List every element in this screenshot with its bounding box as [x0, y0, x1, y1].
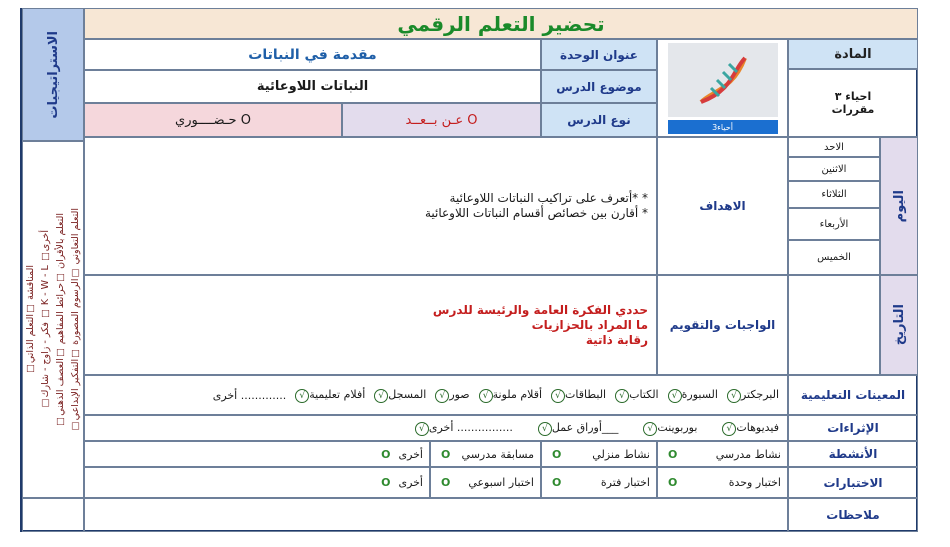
- aid-films[interactable]: √ أفلام تعليمية: [292, 388, 365, 403]
- lesson-value: النباتات اللاوعائية: [256, 79, 369, 94]
- strategies-empty: [22, 498, 84, 532]
- subject-label-cell: المادة: [788, 39, 918, 69]
- activities-label-cell: الأنشطة: [788, 441, 918, 467]
- lesson-type-remote[interactable]: عـن بــعــد O: [342, 103, 541, 137]
- date-label-cell: التاريخ: [880, 275, 918, 375]
- unit-label-cell: عنوان الوحدة: [541, 39, 657, 70]
- aids-label-cell: المعينات التعليمية: [788, 375, 918, 415]
- enrichment-label-cell: الإثراءات: [788, 415, 918, 441]
- date-value-cell[interactable]: [788, 275, 880, 375]
- objectives-content[interactable]: [84, 137, 657, 275]
- activity-home[interactable]: نشاط منزلي O: [541, 441, 657, 467]
- lesson-type-inperson[interactable]: حـضــــوري O: [84, 103, 342, 137]
- aid-colored-pens[interactable]: √ أقلام ملونة: [476, 388, 542, 403]
- notes-label-cell: ملاحظات: [788, 498, 918, 532]
- objectives-label-cell: الاهداف: [657, 137, 788, 275]
- day-label-cell: اليوم: [880, 137, 918, 275]
- homework-content[interactable]: [84, 275, 657, 375]
- strategies-list: [22, 141, 84, 498]
- notes-content[interactable]: [84, 498, 788, 532]
- test-term[interactable]: اختبار فترة O: [541, 467, 657, 498]
- subject-value-line2: مقررات: [831, 103, 875, 116]
- test-other[interactable]: أخرى O: [84, 467, 430, 498]
- enrichment-videos[interactable]: √ فيديوهات: [719, 421, 779, 436]
- lesson-label-cell: موضوع الدرس: [541, 70, 657, 103]
- activity-school[interactable]: نشاط مدرسي O: [657, 441, 788, 467]
- aid-pictures[interactable]: √ صور: [432, 388, 469, 403]
- strategies-col-2: □التعلم بالأقران □حرائط المفاهيم □العصف الذهني: [55, 212, 66, 427]
- objective-1: * *أتعرف على تراكيب النباتات اللاوعائية: [449, 191, 648, 205]
- day-item-5[interactable]: الخميس: [788, 240, 880, 275]
- test-weekly[interactable]: اختبار اسبوعي O: [430, 467, 541, 498]
- strategies-col-4: □المناقشة □التعلم الذاتي: [25, 264, 36, 375]
- homework-label-cell: الواجبات والتقويم: [657, 275, 788, 375]
- objective-2: * أقارن بين خصائص أقسام النباتات اللاوعائية: [424, 206, 648, 220]
- aids-content: [84, 375, 788, 415]
- aid-book[interactable]: √ الكتاب: [612, 388, 659, 403]
- strategies-col-3: □فكر - زاوج - شارك □ K - W - L □أخرى: [40, 230, 51, 409]
- activity-other[interactable]: أخرى O: [84, 441, 430, 467]
- strategies-label: الاستراتيجيات: [22, 8, 84, 141]
- subject-value-cell: [788, 69, 918, 137]
- day-item-3[interactable]: الثلاثاء: [788, 181, 880, 208]
- header-title-bar: [84, 8, 918, 39]
- page-title: تحضير التعلم الرقمي: [397, 11, 605, 36]
- subject-image-caption: أحياء3: [668, 120, 778, 134]
- strategies-col-1: □التعلم التعاوني □الرسوم المصورة □التفكير الإبداعي: [70, 207, 81, 432]
- dna-image: [668, 43, 778, 117]
- homework-line-1: حددي الفكرة العامة والرئيسة للدرس: [432, 302, 648, 317]
- day-item-4[interactable]: الأربعاء: [788, 208, 880, 240]
- subject-image-cell: [657, 39, 788, 137]
- aid-cards[interactable]: √ البطاقات: [548, 388, 606, 403]
- aid-projector[interactable]: √ البرجكتر: [724, 388, 779, 403]
- unit-value-cell: [84, 39, 541, 70]
- day-item-2[interactable]: الاثنين: [788, 157, 880, 181]
- lesson-type-label-cell: نوع الدرس: [541, 103, 657, 137]
- enrichment-content: [84, 415, 788, 441]
- homework-line-3: رقابة ذاتية: [585, 332, 648, 347]
- subject-value-line1: احياء ٣: [834, 90, 872, 103]
- aid-recorder[interactable]: √ المسجل: [371, 388, 426, 403]
- day-item-1[interactable]: الاحد: [788, 137, 880, 157]
- enrichment-other[interactable]: √ أخرى ................: [412, 421, 513, 436]
- unit-value: مقدمة في النباتات: [248, 46, 377, 63]
- homework-line-2: ما المراد بالحزازيات: [531, 317, 648, 332]
- dna-icon: [693, 50, 753, 110]
- activity-competition[interactable]: مسابقة مدرسي O: [430, 441, 541, 467]
- enrichment-worksheets[interactable]: √ أوراق عمل___: [535, 421, 619, 436]
- lesson-value-cell: [84, 70, 541, 103]
- tests-label-cell: الاختبارات: [788, 467, 918, 498]
- aid-board[interactable]: √ السبورة: [665, 388, 718, 403]
- aid-other[interactable]: أخرى .............: [212, 388, 287, 402]
- enrichment-powerpoint[interactable]: √ بوربوينت: [640, 421, 697, 436]
- test-unit[interactable]: اختبار وحدة O: [657, 467, 788, 498]
